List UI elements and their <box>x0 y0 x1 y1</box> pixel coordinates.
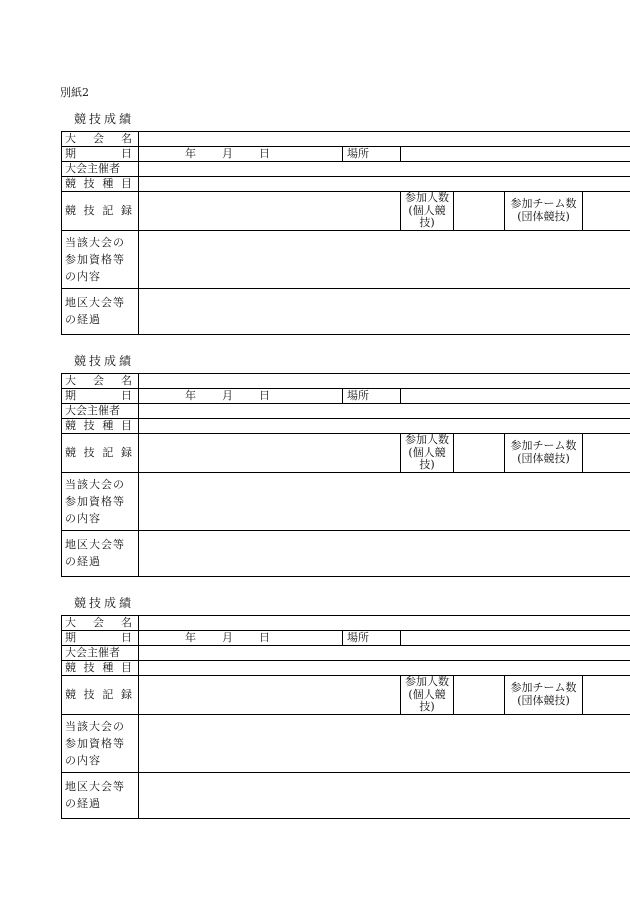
district-field[interactable] <box>139 530 630 576</box>
teams-field[interactable] <box>583 192 630 231</box>
district-label: 地区大会等 の経過 <box>62 772 139 818</box>
qualification-field[interactable] <box>139 230 630 288</box>
category-label: 競 技 種 目 <box>62 419 139 434</box>
district-field[interactable] <box>139 288 630 334</box>
participants-label: 参加人数 (個人競技) <box>401 434 454 473</box>
event-name-field[interactable] <box>139 132 630 147</box>
record-field[interactable] <box>139 676 401 715</box>
organizer-label: 大会主催者 <box>62 646 139 661</box>
participants-field[interactable] <box>454 676 505 715</box>
category-field[interactable] <box>139 177 630 192</box>
participants-label: 参加人数 (個人競技) <box>401 676 454 715</box>
event-name-label: 大 会 名 <box>62 132 139 147</box>
district-label: 地区大会等 の経過 <box>62 288 139 334</box>
date-label: 期 日 <box>62 147 139 162</box>
date-field[interactable]: 年 月 日 <box>139 389 343 404</box>
date-label: 期 日 <box>62 389 139 404</box>
venue-field[interactable] <box>401 147 630 162</box>
qualification-field[interactable] <box>139 714 630 772</box>
venue-label: 場所 <box>343 389 401 404</box>
date-field[interactable]: 年 月 日 <box>139 147 343 162</box>
participants-label: 参加人数 (個人競技) <box>401 192 454 231</box>
record-label: 競 技 記 録 <box>62 434 139 473</box>
competition-result-table <box>61 615 630 819</box>
teams-field[interactable] <box>583 434 630 473</box>
category-field[interactable] <box>139 661 630 676</box>
section-title: 競技成績 <box>74 354 135 368</box>
district-field[interactable] <box>139 772 630 818</box>
teams-field[interactable] <box>583 676 630 715</box>
date-field[interactable]: 年 月 日 <box>139 631 343 646</box>
teams-label: 参加チーム数 (団体競技) <box>505 676 583 715</box>
record-label: 競 技 記 録 <box>62 676 139 715</box>
competition-result-table <box>61 131 630 335</box>
organizer-label: 大会主催者 <box>62 162 139 177</box>
venue-label: 場所 <box>343 147 401 162</box>
page-label: 別紙2 <box>60 86 89 99</box>
participants-field[interactable] <box>454 434 505 473</box>
event-name-label: 大 会 名 <box>62 374 139 389</box>
category-label: 競 技 種 目 <box>62 177 139 192</box>
organizer-field[interactable] <box>139 646 630 661</box>
qualification-label: 当該大会の 参加資格等 の内容 <box>62 472 139 530</box>
record-label: 競 技 記 録 <box>62 192 139 231</box>
qualification-field[interactable] <box>139 472 630 530</box>
organizer-label: 大会主催者 <box>62 404 139 419</box>
qualification-label: 当該大会の 参加資格等 の内容 <box>62 714 139 772</box>
venue-field[interactable] <box>401 631 630 646</box>
record-field[interactable] <box>139 434 401 473</box>
section-title: 競技成績 <box>74 596 135 610</box>
venue-label: 場所 <box>343 631 401 646</box>
category-label: 競 技 種 目 <box>62 661 139 676</box>
section-title: 競技成績 <box>74 112 135 126</box>
category-field[interactable] <box>139 419 630 434</box>
venue-field[interactable] <box>401 389 630 404</box>
district-label: 地区大会等 の経過 <box>62 530 139 576</box>
event-name-label: 大 会 名 <box>62 616 139 631</box>
record-field[interactable] <box>139 192 401 231</box>
qualification-label: 当該大会の 参加資格等 の内容 <box>62 230 139 288</box>
organizer-field[interactable] <box>139 404 630 419</box>
event-name-field[interactable] <box>139 374 630 389</box>
participants-field[interactable] <box>454 192 505 231</box>
teams-label: 参加チーム数 (団体競技) <box>505 434 583 473</box>
teams-label: 参加チーム数 (団体競技) <box>505 192 583 231</box>
organizer-field[interactable] <box>139 162 630 177</box>
event-name-field[interactable] <box>139 616 630 631</box>
date-label: 期 日 <box>62 631 139 646</box>
competition-result-table <box>61 373 630 577</box>
